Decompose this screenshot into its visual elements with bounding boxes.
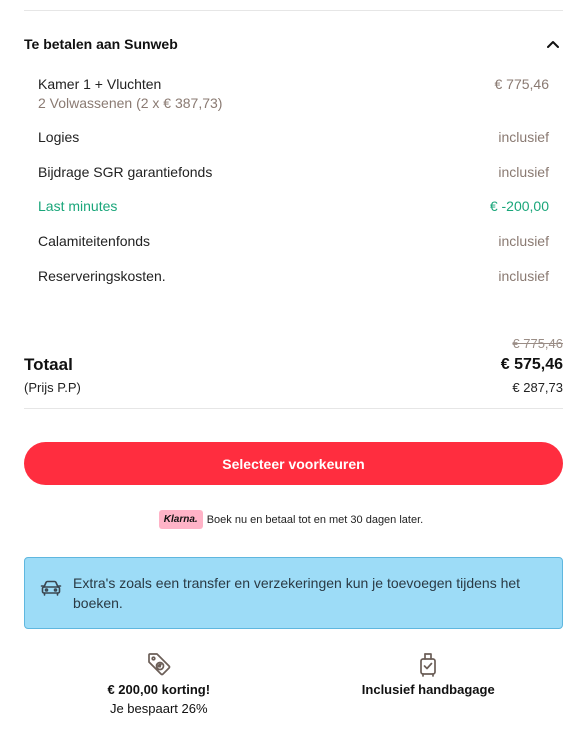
discount-sub: Je bespaart 26% — [109, 701, 208, 716]
chevron-up-icon[interactable] — [543, 34, 563, 54]
sgr-value: inclusief — [498, 164, 549, 180]
feature-discount — [24, 650, 294, 716]
features-row — [24, 650, 563, 716]
klarna-logo: Klarna. — [159, 510, 203, 529]
price-row-sgr — [38, 164, 549, 180]
feature-hand-luggage — [294, 650, 564, 716]
original-price: € 775,46 — [512, 336, 563, 351]
calamity-value: inclusief — [498, 233, 549, 249]
price-tag-icon — [145, 650, 173, 678]
total-row — [24, 355, 563, 375]
reservation-value: inclusief — [498, 268, 549, 284]
price-breakdown — [38, 76, 549, 284]
klarna-text: Boek nu en betaal tot en met 30 dagen later. — [206, 513, 424, 526]
per-person-value: € 287,73 — [512, 380, 563, 395]
logies-value: inclusief — [498, 129, 549, 145]
discount-title: € 200,00 korting! — [107, 682, 211, 697]
select-preferences-button[interactable]: Selecteer voorkeuren — [24, 442, 563, 485]
total-label: Totaal — [24, 355, 73, 374]
klarna-notice — [0, 510, 582, 529]
sgr-label: Bijdrage SGR garantiefonds — [38, 164, 213, 180]
logies-label: Logies — [38, 129, 80, 145]
price-section-header[interactable] — [24, 34, 563, 54]
total-value: € 575,46 — [500, 356, 563, 373]
room-sublabel: 2 Volwassenen (2 x € 387,73) — [38, 95, 223, 111]
reservation-label: Reserveringskosten. — [38, 268, 166, 284]
per-person-label: (Prijs P.P) — [24, 380, 81, 395]
price-row-lastminute — [38, 198, 549, 214]
room-value: € 775,46 — [494, 76, 549, 92]
price-row-room — [38, 76, 549, 111]
totals-divider — [24, 408, 563, 409]
lastminute-label: Last minutes — [38, 198, 118, 214]
car-icon — [39, 576, 63, 600]
top-divider — [24, 10, 563, 11]
hand-luggage-title: Inclusief handbagage — [361, 682, 495, 697]
price-row-calamity — [38, 233, 549, 249]
price-row-logies — [38, 129, 549, 145]
extras-info-text: Extra's zoals een transfer en verzekeringen kun je toevoegen tijdens het boeken. — [73, 575, 521, 611]
room-label: Kamer 1 + Vluchten — [38, 76, 162, 92]
section-title: Te betalen aan Sunweb — [24, 36, 178, 52]
calamity-label: Calamiteitenfonds — [38, 233, 151, 249]
per-person-row — [24, 380, 563, 395]
suitcase-icon — [414, 650, 442, 678]
price-row-reservation — [38, 268, 549, 284]
lastminute-value: € -200,00 — [489, 198, 549, 214]
extras-info-box — [24, 557, 563, 629]
